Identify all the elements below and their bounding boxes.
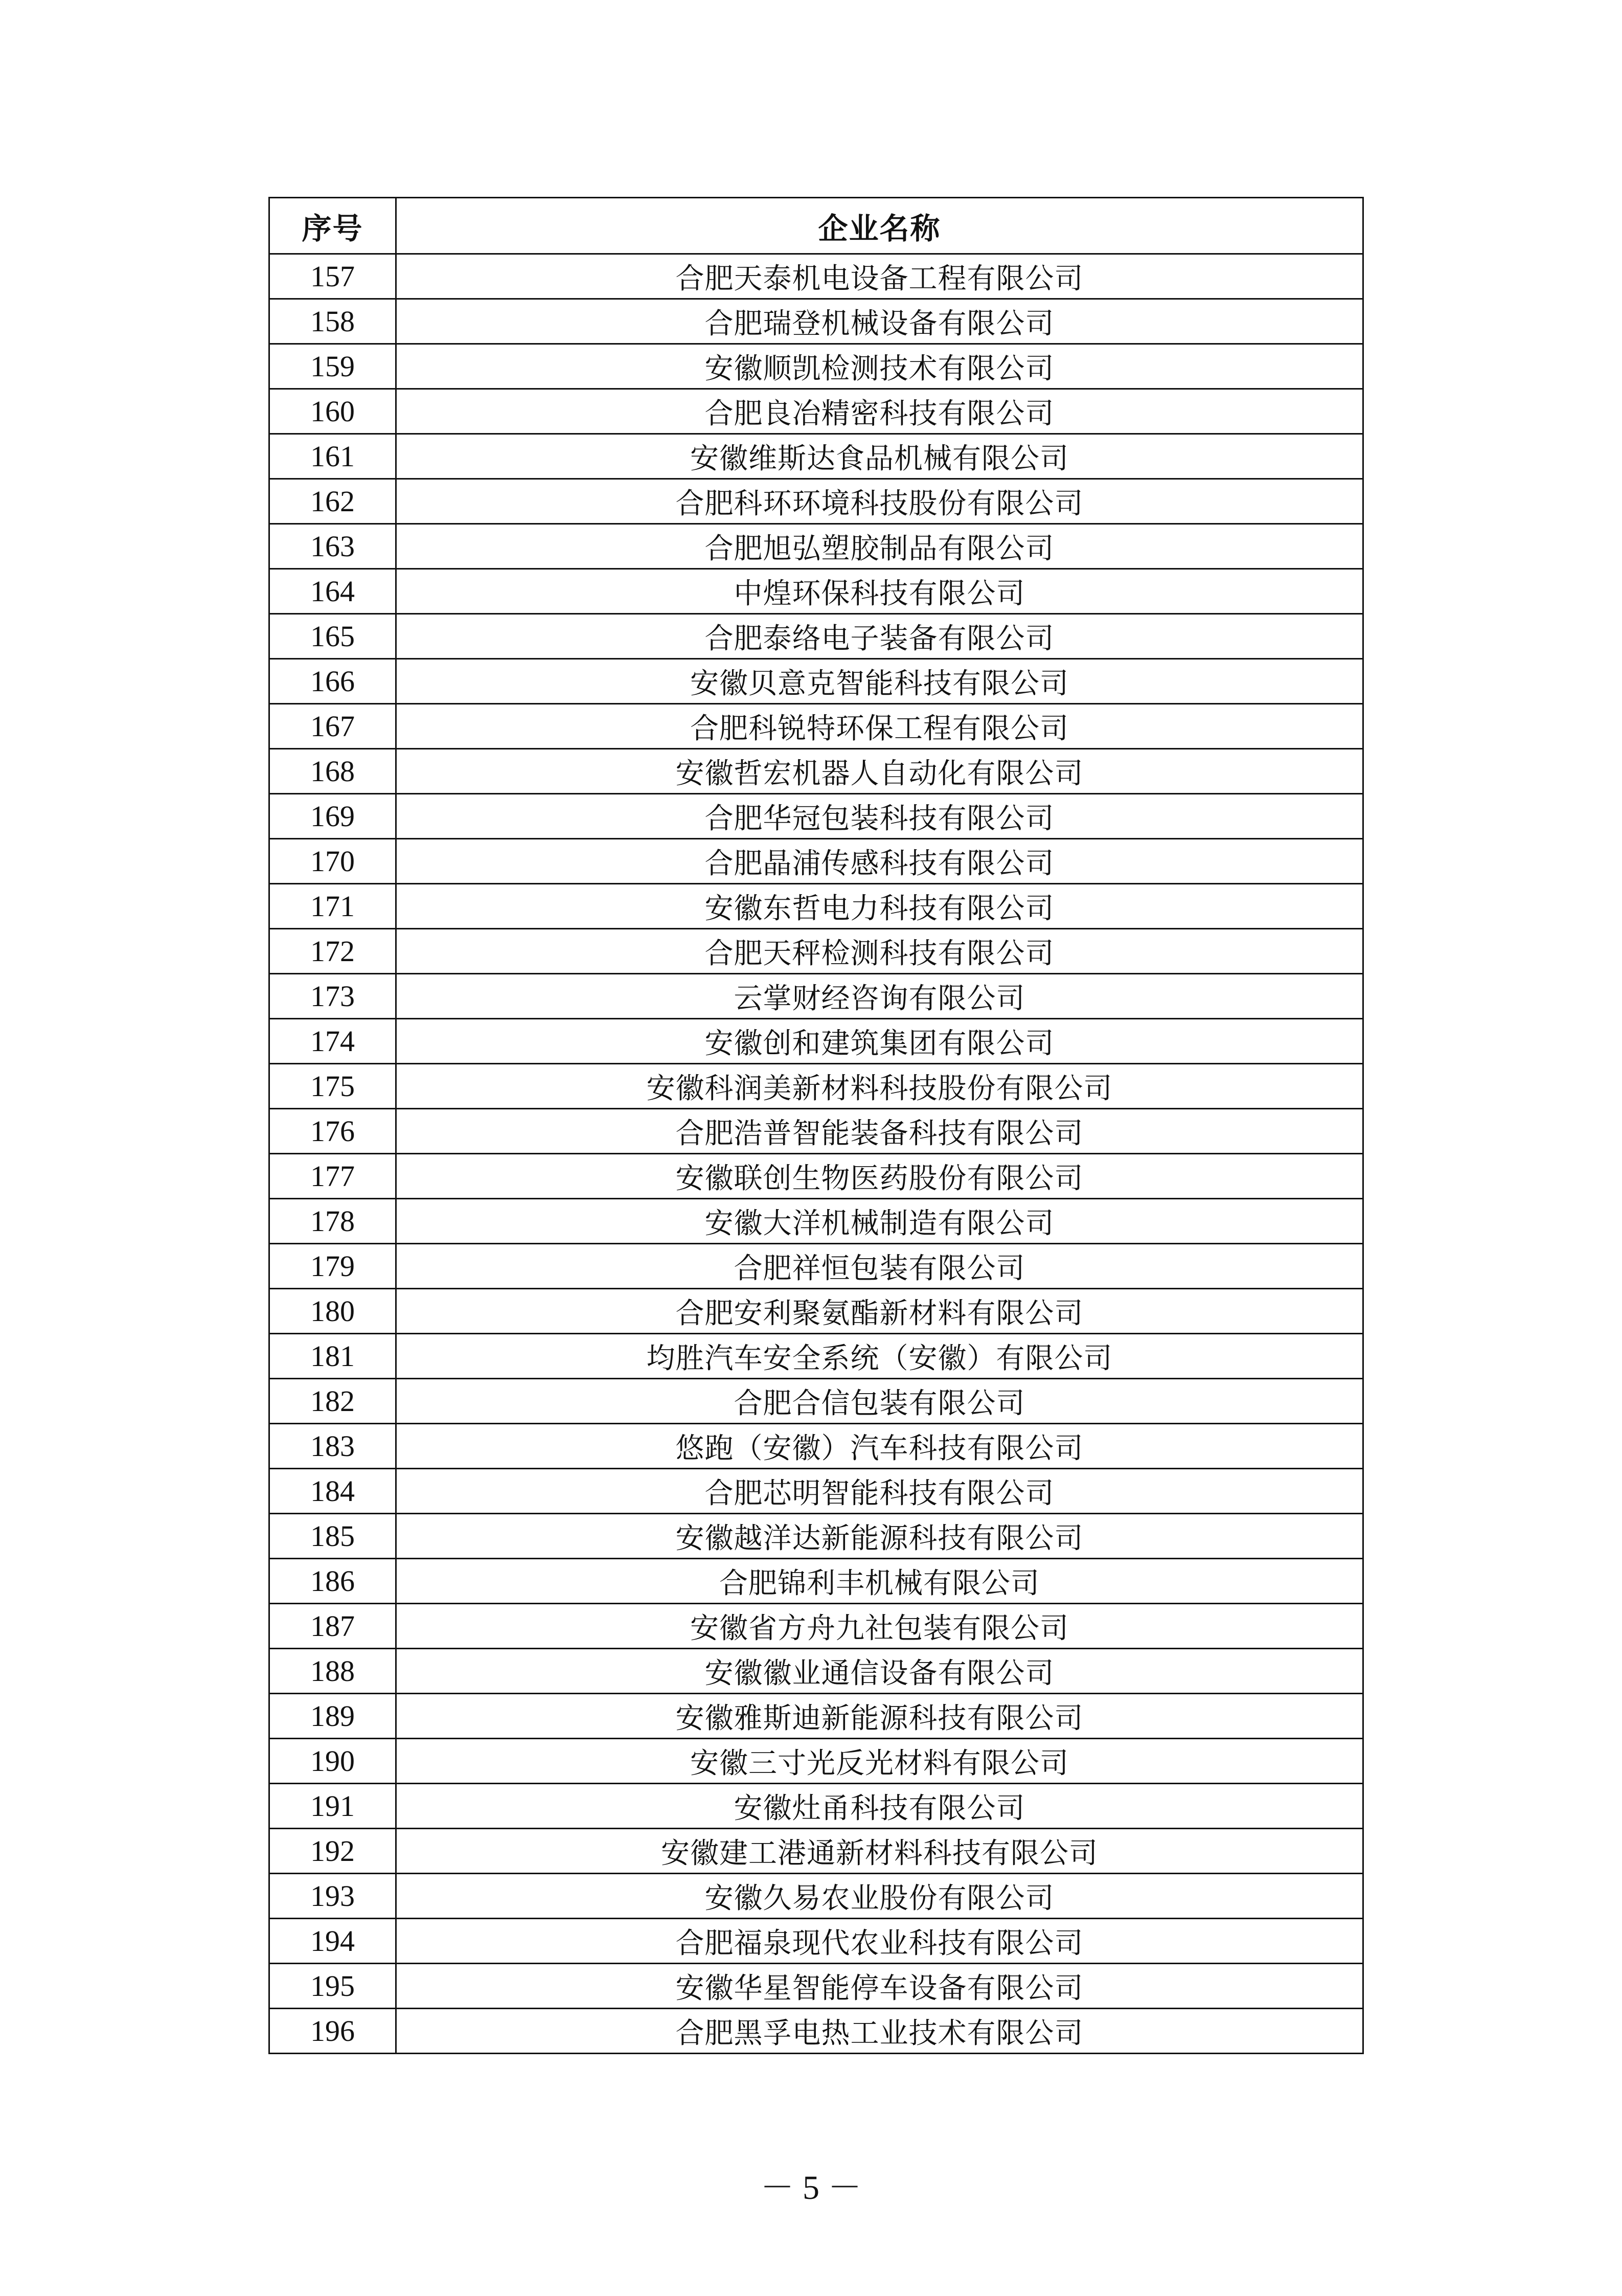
table-row <box>269 1379 1363 1424</box>
enterprise-name-cell: 合肥安利聚氨酯新材料有限公司 <box>396 1289 1363 1334</box>
enterprise-name-cell: 安徽三寸光反光材料有限公司 <box>396 1739 1363 1784</box>
table-row <box>269 704 1363 749</box>
enterprise-name-cell: 安徽东哲电力科技有限公司 <box>396 884 1363 929</box>
serial-number-cell: 193 <box>269 1874 396 1919</box>
enterprise-name-cell: 合肥福泉现代农业科技有限公司 <box>396 1919 1363 1964</box>
serial-number-cell: 182 <box>269 1379 396 1424</box>
enterprise-name-cell: 合肥瑞登机械设备有限公司 <box>396 299 1363 344</box>
enterprise-name-cell: 中煌环保科技有限公司 <box>396 569 1363 614</box>
serial-number-cell: 159 <box>269 344 396 389</box>
table-row <box>269 1694 1363 1739</box>
table-row <box>269 614 1363 659</box>
enterprise-table <box>268 197 1364 2054</box>
enterprise-name-cell: 安徽顺凯检测技术有限公司 <box>396 344 1363 389</box>
serial-number-cell: 194 <box>269 1919 396 1964</box>
serial-number-cell: 170 <box>269 839 396 884</box>
table-row <box>269 299 1363 344</box>
table-row <box>269 1109 1363 1154</box>
table-row <box>269 929 1363 974</box>
table-row <box>269 1424 1363 1469</box>
serial-number-cell: 190 <box>269 1739 396 1784</box>
table-row <box>269 1334 1363 1379</box>
table-row <box>269 1874 1363 1919</box>
table-row <box>269 1469 1363 1514</box>
serial-number-cell: 165 <box>269 614 396 659</box>
serial-number-cell: 189 <box>269 1694 396 1739</box>
serial-number-cell: 196 <box>269 2009 396 2054</box>
enterprise-name-cell: 合肥泰络电子装备有限公司 <box>396 614 1363 659</box>
enterprise-name-cell: 合肥锦利丰机械有限公司 <box>396 1559 1363 1604</box>
enterprise-name-cell: 安徽省方舟九社包装有限公司 <box>396 1604 1363 1649</box>
serial-number-cell: 195 <box>269 1964 396 2009</box>
serial-number-cell: 158 <box>269 299 396 344</box>
enterprise-name-cell: 安徽徽业通信设备有限公司 <box>396 1649 1363 1694</box>
table-row <box>269 1244 1363 1289</box>
serial-number-cell: 185 <box>269 1514 396 1559</box>
table-row <box>269 1514 1363 1559</box>
table-row <box>269 1964 1363 2009</box>
serial-number-cell: 184 <box>269 1469 396 1514</box>
serial-number-cell: 187 <box>269 1604 396 1649</box>
enterprise-name-cell: 合肥华冠包装科技有限公司 <box>396 794 1363 839</box>
enterprise-name-cell: 安徽维斯达食品机械有限公司 <box>396 434 1363 479</box>
serial-number-cell: 164 <box>269 569 396 614</box>
enterprise-name-cell: 合肥科锐特环保工程有限公司 <box>396 704 1363 749</box>
serial-number-cell: 188 <box>269 1649 396 1694</box>
table-row <box>269 839 1363 884</box>
table-row <box>269 434 1363 479</box>
serial-number-cell: 179 <box>269 1244 396 1289</box>
serial-number-cell: 166 <box>269 659 396 704</box>
serial-number-cell: 174 <box>269 1019 396 1064</box>
table-row <box>269 2009 1363 2054</box>
header-serial-number: 序号 <box>269 198 396 254</box>
enterprise-name-cell: 云掌财经咨询有限公司 <box>396 974 1363 1019</box>
table-row <box>269 794 1363 839</box>
enterprise-name-cell: 安徽建工港通新材料科技有限公司 <box>396 1829 1363 1874</box>
header-enterprise-name: 企业名称 <box>396 198 1363 254</box>
serial-number-cell: 168 <box>269 749 396 794</box>
serial-number-cell: 175 <box>269 1064 396 1109</box>
table-row <box>269 1919 1363 1964</box>
enterprise-name-cell: 均胜汽车安全系统（安徽）有限公司 <box>396 1334 1363 1379</box>
enterprise-name-cell: 合肥旭弘塑胶制品有限公司 <box>396 524 1363 569</box>
serial-number-cell: 157 <box>269 254 396 299</box>
table-row <box>269 344 1363 389</box>
enterprise-name-cell: 安徽越洋达新能源科技有限公司 <box>396 1514 1363 1559</box>
serial-number-cell: 161 <box>269 434 396 479</box>
table-row <box>269 569 1363 614</box>
table-row <box>269 974 1363 1019</box>
enterprise-name-cell: 安徽华星智能停车设备有限公司 <box>396 1964 1363 2009</box>
table-row <box>269 479 1363 524</box>
enterprise-name-cell: 安徽科润美新材料科技股份有限公司 <box>396 1064 1363 1109</box>
enterprise-name-cell: 合肥浩普智能装备科技有限公司 <box>396 1109 1363 1154</box>
serial-number-cell: 192 <box>269 1829 396 1874</box>
page-number: － 5 － <box>760 2169 862 2207</box>
enterprise-name-cell: 合肥天泰机电设备工程有限公司 <box>396 254 1363 299</box>
enterprise-name-cell: 安徽创和建筑集团有限公司 <box>396 1019 1363 1064</box>
serial-number-cell: 173 <box>269 974 396 1019</box>
table-row <box>269 1829 1363 1874</box>
serial-number-cell: 167 <box>269 704 396 749</box>
table-row <box>269 1154 1363 1199</box>
table-row <box>269 1064 1363 1109</box>
serial-number-cell: 186 <box>269 1559 396 1604</box>
enterprise-name-cell: 合肥合信包装有限公司 <box>396 1379 1363 1424</box>
serial-number-cell: 171 <box>269 884 396 929</box>
serial-number-cell: 191 <box>269 1784 396 1829</box>
enterprise-name-cell: 合肥晶浦传感科技有限公司 <box>396 839 1363 884</box>
enterprise-name-cell: 悠跑（安徽）汽车科技有限公司 <box>396 1424 1363 1469</box>
table-row <box>269 1019 1363 1064</box>
serial-number-cell: 180 <box>269 1289 396 1334</box>
enterprise-name-cell: 安徽哲宏机器人自动化有限公司 <box>396 749 1363 794</box>
table-row <box>269 1784 1363 1829</box>
serial-number-cell: 162 <box>269 479 396 524</box>
table-row <box>269 254 1363 299</box>
table-row <box>269 659 1363 704</box>
enterprise-name-cell: 安徽贝意克智能科技有限公司 <box>396 659 1363 704</box>
serial-number-cell: 172 <box>269 929 396 974</box>
table-row <box>269 524 1363 569</box>
table-row <box>269 1559 1363 1604</box>
enterprise-name-cell: 安徽大洋机械制造有限公司 <box>396 1199 1363 1244</box>
serial-number-cell: 181 <box>269 1334 396 1379</box>
enterprise-name-cell: 合肥天秤检测科技有限公司 <box>396 929 1363 974</box>
table-row <box>269 749 1363 794</box>
table-row <box>269 1604 1363 1649</box>
table-row <box>269 1199 1363 1244</box>
enterprise-name-cell: 合肥黑孚电热工业技术有限公司 <box>396 2009 1363 2054</box>
table-row <box>269 1649 1363 1694</box>
enterprise-name-cell: 合肥良冶精密科技有限公司 <box>396 389 1363 434</box>
serial-number-cell: 178 <box>269 1199 396 1244</box>
serial-number-cell: 163 <box>269 524 396 569</box>
table-row <box>269 1289 1363 1334</box>
enterprise-name-cell: 合肥科环环境科技股份有限公司 <box>396 479 1363 524</box>
enterprise-name-cell: 安徽久易农业股份有限公司 <box>396 1874 1363 1919</box>
enterprise-name-cell: 安徽雅斯迪新能源科技有限公司 <box>396 1694 1363 1739</box>
serial-number-cell: 160 <box>269 389 396 434</box>
serial-number-cell: 183 <box>269 1424 396 1469</box>
enterprise-name-cell: 合肥芯明智能科技有限公司 <box>396 1469 1363 1514</box>
enterprise-name-cell: 安徽灶甬科技有限公司 <box>396 1784 1363 1829</box>
table-header-row <box>269 198 1363 254</box>
table-row <box>269 389 1363 434</box>
serial-number-cell: 169 <box>269 794 396 839</box>
enterprise-name-cell: 安徽联创生物医药股份有限公司 <box>396 1154 1363 1199</box>
table-row <box>269 884 1363 929</box>
table-row <box>269 1739 1363 1784</box>
serial-number-cell: 176 <box>269 1109 396 1154</box>
enterprise-name-cell: 合肥祥恒包装有限公司 <box>396 1244 1363 1289</box>
serial-number-cell: 177 <box>269 1154 396 1199</box>
